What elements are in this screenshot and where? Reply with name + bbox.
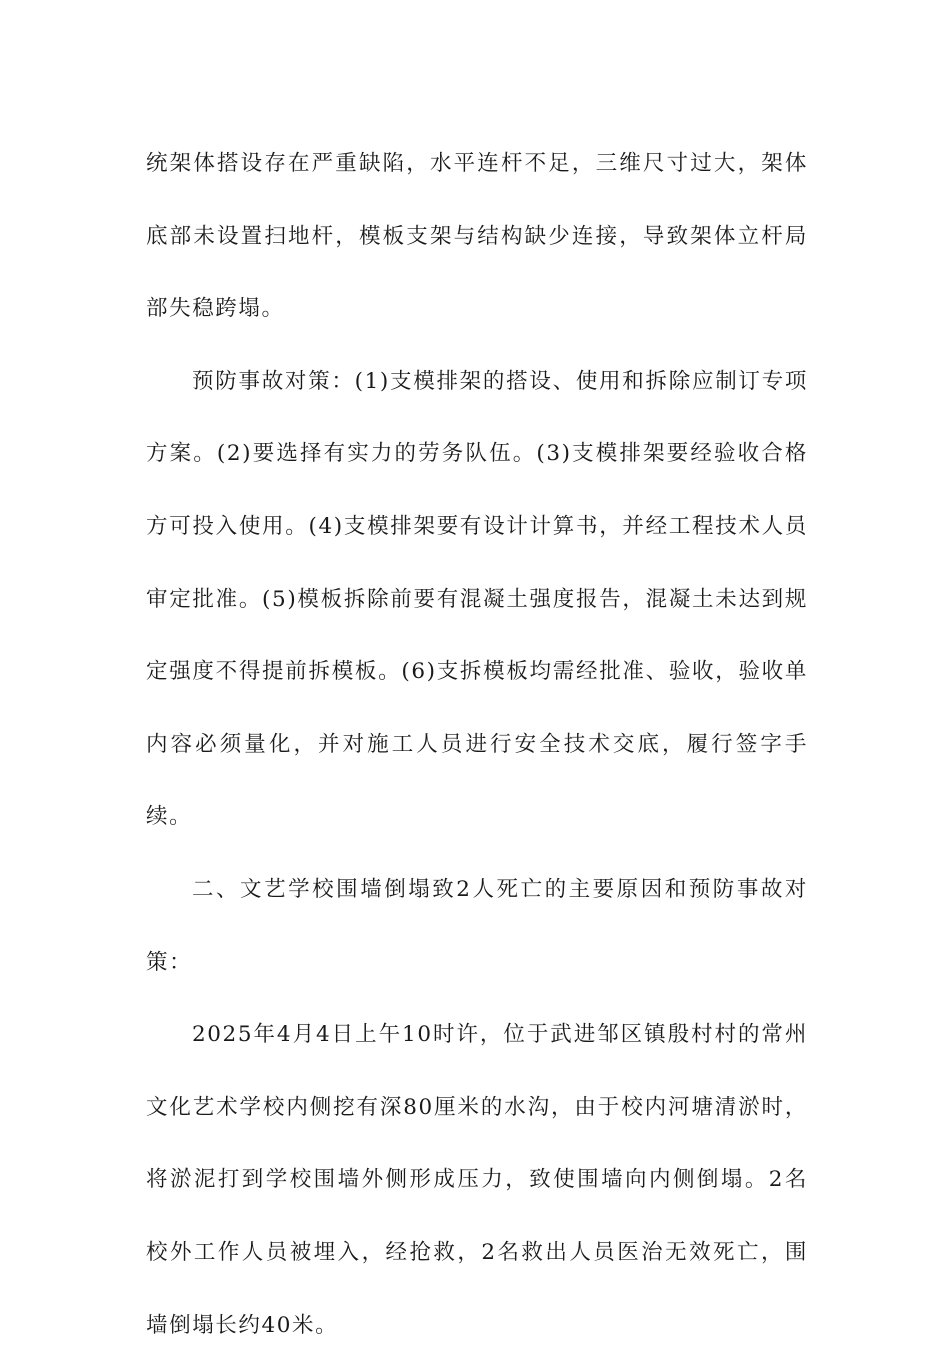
paragraph-prevention-measures: 预防事故对策：(1)支模排架的搭设、使用和拆除应制订专项方案。(2)要选择有实力的劳务队伍。(3)支模排架要经验收合格方可投入使用。(4)支模排架要有设计计算书，并经工程技术人员审定批准。(5)模板拆除前要有混凝土强度报告，混凝土未达到规定强度不得提前拆模板。(6)支拆模板均需经批准、验收，验收单内容必须量化，并对施工人员进行安全技术交底，履行签字手续。	[146, 368, 808, 830]
paragraph-section-heading: 二、文艺学校围墙倒塌致2人死亡的主要原因和预防事故对策：	[146, 876, 808, 975]
paragraph-incident-description: 2025年4月4日上午10时许，位于武进邹区镇殷村村的常州文化艺术学校内侧挖有深80厘米的水沟，由于校内河塘清淤时，将淤泥打到学校围墙外侧形成压力，致使围墙向内侧倒塌。2名校外工作人员被埋入，经抢救，2名救出人员医治无效死亡，围墙倒塌长约40米。	[146, 1022, 808, 1338]
paragraph-accident-cause: 统架体搭设存在严重缺陷，水平连杆不足，三维尺寸过大，架体底部未设置扫地杆，模板支架与结构缺少连接，导致架体立杆局部失稳跨塌。	[146, 151, 808, 322]
document-body	[146, 128, 808, 1362]
